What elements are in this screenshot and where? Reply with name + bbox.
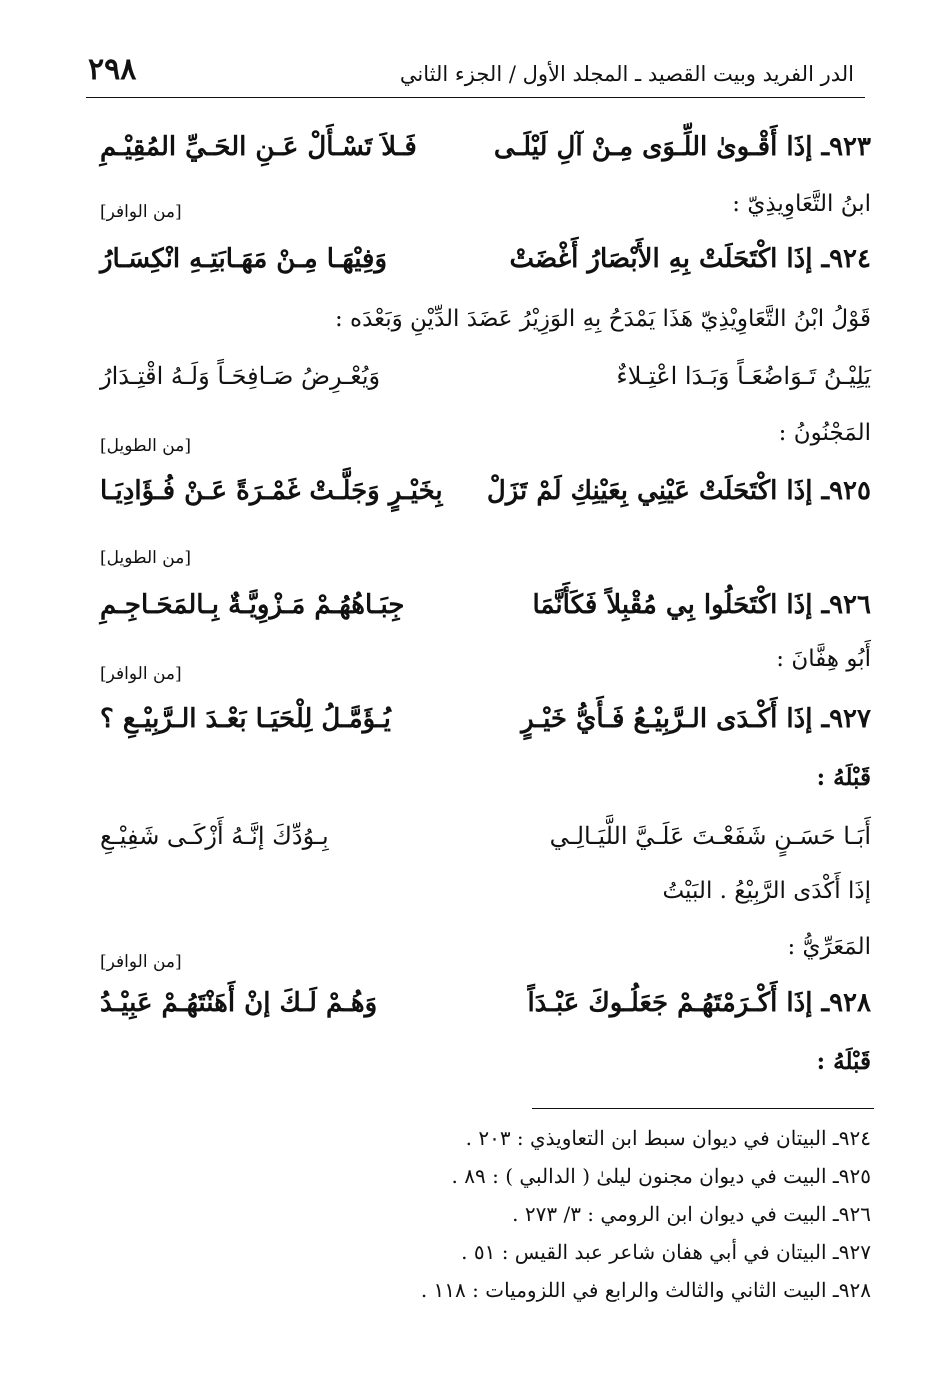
verse-hemistich-first: ٩٢٦ـ إذَا اكْتَحَلُوا بِي مُقْبِلاً فَكَأَنَّمَا — [532, 590, 871, 620]
verse-923 — [100, 132, 871, 178]
verse-hemistich-first: ٩٢٨ـ إذَا أَكْـرَمْتَهُـمْ جَعَلُـوكَ عَبْـدَاً — [527, 988, 871, 1018]
footnote: ٩٢٥ـ البيت في ديوان مجنون ليلىٰ ( الدالبي ) : ٨٩ . — [451, 1164, 871, 1188]
verse-hemistich-second: وَيُعْـرِضُ صَـافِحَـاً وَلَـهُ اقْتِـدَارُ — [100, 362, 381, 390]
footnote: ٩٢٧ـ البيتان في أبي هفان شاعر عبد القيس : ٥١ . — [461, 1240, 871, 1264]
footnote-rule — [532, 1108, 874, 1109]
header-rule — [86, 97, 865, 98]
verse-924 — [100, 244, 871, 290]
verse-hemistich-second: وَفِيْهَـا مِـنْ مَهَـابَتِـهِ انْكِسَـارُ — [100, 244, 388, 274]
verse-928 — [100, 988, 871, 1034]
commentary-text: إذَا أَكْدَى الرَّبِيْعُ . البَيْتُ — [662, 878, 871, 904]
verse-hemistich-first: أَبَـا حَسَـنٍ شَفَعْـتَ عَلَـيَّ اللَّيَـالِـي — [549, 822, 871, 850]
poet-name: ابنُ التَّعَاوِيذِيّ : — [732, 191, 871, 217]
verse-hemistich-second: جِبَـاهُهُـمْ مَـزْوِيَّـةٌ بِـالمَحَـاجِـمِ — [100, 590, 405, 620]
verse-hemistich-second: بِـوُدِّكَ إنَّـهُ أَزْكَـى شَفِيْـعِ — [100, 822, 329, 850]
verse-hemistich-second: فَـلاَ تَسْـأَلْ عَـنِ الحَـيِّ المُقِيْـمِ — [100, 132, 417, 162]
verse-925 — [100, 476, 871, 522]
verse-hemistich-first: ٩٢٤ـ إذَا اكْتَحَلَتْ بِهِ الأَبْصَارُ أَغْضَتْ — [509, 244, 871, 274]
verse-hemistich-second: بِخَيْـرٍ وَجَلَّـتْ غَمْـرَةً عَـنْ فُـؤَادِيَـا — [100, 476, 443, 506]
quoted-verse — [100, 822, 871, 868]
before-it-label: قَبْلَهُ : — [816, 764, 871, 791]
meter-label: [من الوافر] — [100, 952, 182, 972]
meter-label: [من الوافر] — [100, 202, 182, 222]
page-number: ٢٩٨ — [88, 52, 137, 87]
poet-name: أَبُو هِفَّانَ : — [776, 646, 871, 672]
meter-label: [من الوافر] — [100, 664, 182, 684]
before-it-label: قَبْلَهُ : — [816, 1048, 871, 1075]
footnote: ٩٢٤ـ البيتان في ديوان سبط ابن التعاويذي : ٢٠٣ . — [465, 1126, 871, 1150]
verse-hemistich-second: وَهُـمْ لَـكَ إنْ أَهَنْتَهُـمْ عَبِيْـدُ — [100, 988, 378, 1018]
footnote: ٩٢٨ـ البيت الثاني والثالث والرابع في اللزوميات : ١١٨ . — [420, 1278, 871, 1302]
verse-hemistich-first: ٩٢٥ـ إذَا اكْتَحَلَتْ عَيْنِي بِعَيْنِكِ لَمْ تَزَلْ — [486, 476, 871, 506]
verse-hemistich-first: ٩٢٧ـ إذَا أَكْـدَى الـرَّبِيْـعُ فَـأَيُّ خَيْـرٍ — [521, 704, 871, 734]
quoted-verse — [100, 362, 871, 408]
verse-hemistich-second: يُـؤَمَّـلُ لِلْحَيَـا بَعْـدَ الـرَّبِيْـعِ ؟ — [100, 704, 391, 734]
meter-label: [من الطويل] — [100, 436, 191, 456]
verse-927 — [100, 704, 871, 750]
footnote: ٩٢٦ـ البيت في ديوان ابن الرومي : ٣/ ٢٧٣ . — [512, 1202, 871, 1226]
poet-name: المَجْنُونُ : — [778, 420, 871, 446]
poet-name: المَعَرِّيُّ : — [787, 934, 871, 960]
verse-926 — [100, 590, 871, 636]
meter-label: [من الطويل] — [100, 548, 191, 568]
verse-hemistich-first: يَلِيْـنُ تَـوَاضُعَـاً وَبَـدَا اعْتِـلاءٌ — [616, 362, 871, 390]
commentary-text: قَوْلُ ابْنُ التَّعَاوِيْذِيّ هَذَا يَمْدَحُ بِهِ الوَزِيْرُ عَضَدَ الدِّيْنِ وَبَعْدَه : — [334, 306, 871, 332]
running-title: الدر الفريد وبيت القصيد ـ المجلد الأول / الجزء الثاني — [399, 62, 854, 86]
verse-hemistich-first: ٩٢٣ـ إذَا أَقْـوىٰ اللِّـوَى مِـنْ آلِ لَيْلَـى — [493, 132, 871, 162]
